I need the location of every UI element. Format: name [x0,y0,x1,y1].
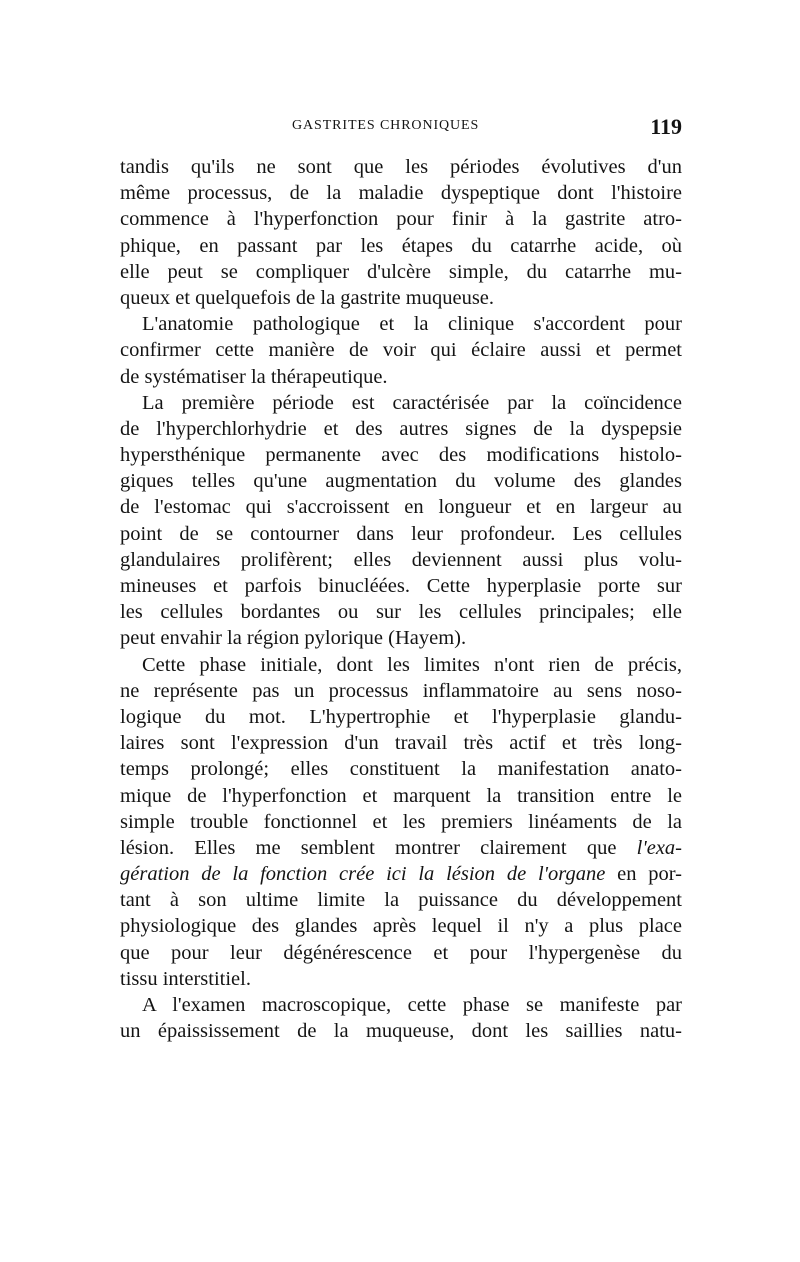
text-line [120,861,682,887]
text-line: commence à l'hyperfonction pour finir à la gastrite atro- [120,208,682,231]
text-line: L'anatomie pathologique et la clinique s'accordent pour [142,313,682,336]
text-line: même processus, de la maladie dyspeptique dont l'histoire [120,182,682,205]
book-page [120,0,682,1262]
text-line: elle peut se compliquer d'ulcère simple, du catarrhe mu- [120,260,682,283]
text-line: tant à son ultime limite la puissance du développement [120,889,682,912]
text-line: physiologique des glandes après lequel il n'y a plus place [120,915,682,938]
text-line: tissu interstitiel. [120,967,251,990]
text-line: temps prolongé; elles constituent la manifestation anato- [120,758,682,781]
text-line: phique, en passant par les étapes du catarrhe acide, où [120,234,682,257]
text-line: ne représente pas un processus inflammatoire au sens noso- [120,679,682,702]
text-line: A l'examen macroscopique, cette phase se manifeste par [142,994,682,1016]
page-number: 119 [650,114,682,139]
text-line: un épaississement de la muqueuse, dont les saillies natu- [120,1020,682,1043]
text-line: tandis qu'ils ne sont que les périodes évolutives d'un [120,156,682,178]
text-line: logique du mot. L'hypertrophie et l'hyperplasie glandu- [120,705,682,728]
running-head [120,114,682,144]
text-line: que pour leur dégénérescence et pour l'hypergenèse du [120,941,682,964]
text-segment: en por- [617,863,683,886]
italic-text: gération de la fonction crée ici la lésion de l'organe [120,863,606,886]
text-segment: lésion. Elles me semblent montrer clairement que [120,836,617,859]
text-line: queux et quelquefois de la gastrite muqueuse. [120,286,495,309]
text-line: de systématiser la thérapeutique. [120,365,388,388]
text-line: de l'hyperchlorhydrie et des autres signes de la dyspepsie [120,417,682,440]
text-line: laires sont l'expression d'un travail très actif et très long- [120,732,682,755]
text-line: peut envahir la région pylorique (Hayem). [120,627,467,650]
text-line: Cette phase initiale, dont les limites n'ont rien de précis, [142,653,682,676]
text-line: glandulaires prolifèrent; elles deviennent aussi plus volu- [120,548,682,571]
italic-text: l'exa- [636,836,682,859]
text-line: confirmer cette manière de voir qui éclaire aussi et permet [120,339,682,362]
text-line: La première période est caractérisée par la coïncidence [142,391,682,414]
text-line: les cellules bordantes ou sur les cellules principales; elle [120,601,682,624]
text-line: point de se contourner dans leur profondeur. Les cellules [120,522,682,545]
text-line: hypersthénique permanente avec des modifications histolo- [120,444,682,467]
text-line: simple trouble fonctionnel et les premiers linéaments de la [120,810,682,833]
running-title: GASTRITES CHRONIQUES [292,118,480,133]
text-line: mineuses et parfois binucléées. Cette hyperplasie porte sur [120,575,682,597]
body-text [120,154,682,1044]
text-line: mique de l'hyperfonction et marquent la transition entre le [120,784,682,807]
text-line: de l'estomac qui s'accroissent en longueur et en largeur au [120,496,682,519]
text-line [120,835,682,861]
text-line: giques telles qu'une augmentation du volume des glandes [120,470,682,493]
